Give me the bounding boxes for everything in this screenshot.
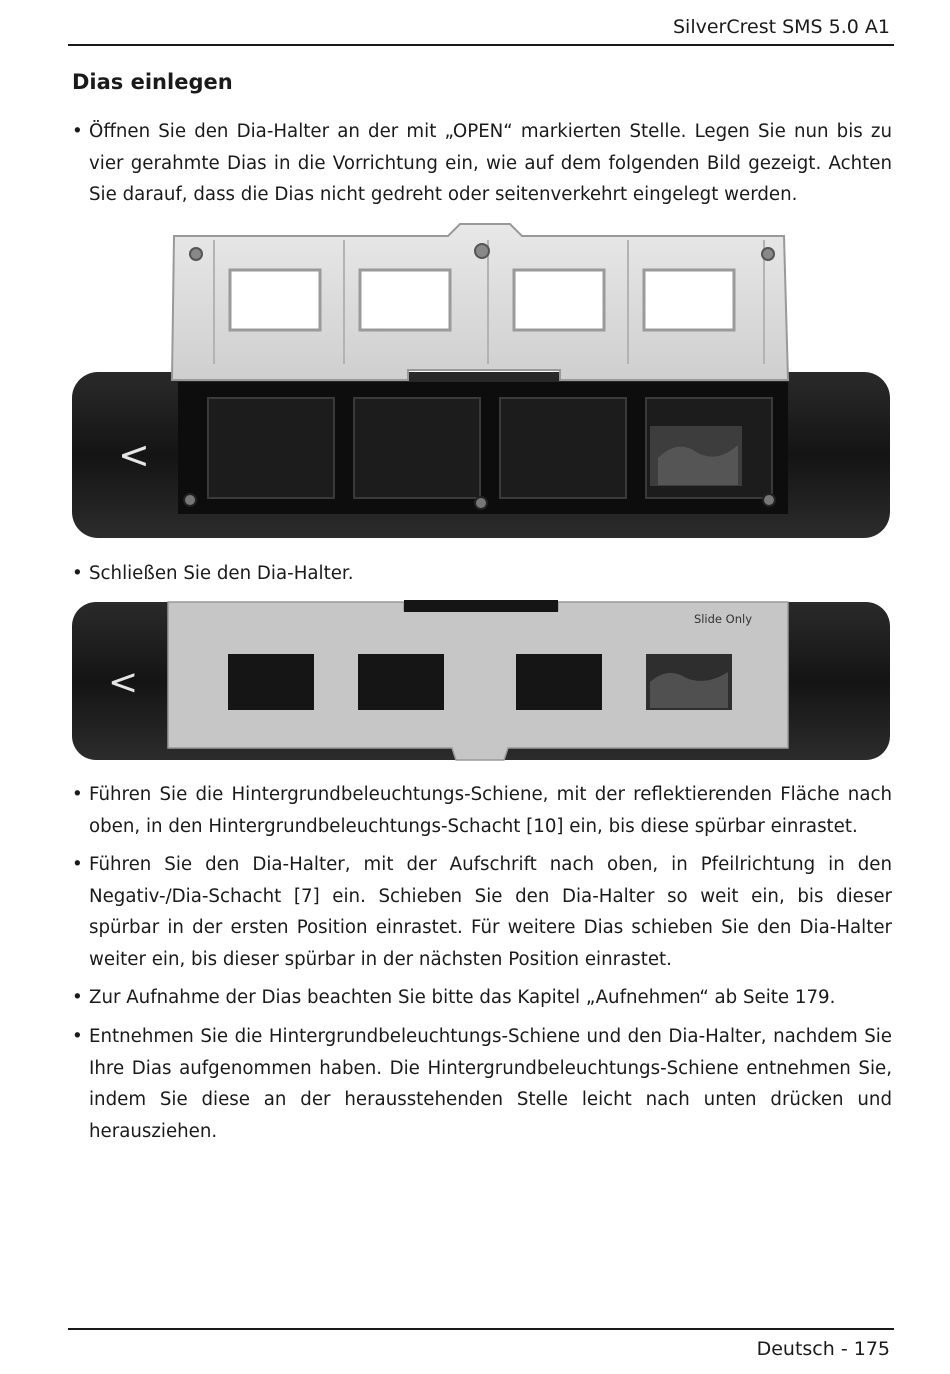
list-item-text: Öffnen Sie den Dia-Halter an der mit „OPEN“ markierten Stelle. Legen Sie nun bis zu vier gerahmte Dias in die Vorrichtung ein, wie auf dem folgenden Bild gezeigt. Achten Sie darauf, dass die Dias nicht gedreht oder seitenverkehrt eingelegt werden.	[89, 121, 892, 205]
slide-window	[516, 654, 602, 710]
footer-separator: -	[840, 1338, 848, 1360]
section-title: Dias einlegen	[72, 70, 233, 94]
list-item-text: Zur Aufnahme der Dias beachten Sie bitte das Kapitel „Aufnehmen“ ab Seite 179.	[89, 987, 836, 1008]
footer-text	[757, 1338, 890, 1360]
footer-language: Deutsch	[756, 1338, 835, 1360]
slide-window	[514, 270, 604, 330]
slide-window	[358, 654, 444, 710]
bullet-dot: •	[72, 1026, 83, 1047]
list-item	[72, 1021, 892, 1147]
bullet-dot: •	[72, 121, 83, 142]
list-item	[72, 558, 892, 590]
screw-icon	[184, 494, 196, 506]
bullet-dot: •	[72, 784, 83, 805]
list-item-text: Schließen Sie den Dia-Halter.	[89, 563, 354, 584]
list-item-text: Führen Sie die Hintergrundbeleuchtungs-Schiene, mit der reflektierenden Fläche nach oben, in den Hintergrundbeleuchtungs-Schacht [10] ein, bis diese spürbar einrastet.	[89, 784, 892, 837]
list-item	[72, 779, 892, 842]
page-number: 175	[853, 1338, 890, 1360]
screw-icon	[475, 244, 489, 258]
list-item	[72, 982, 892, 1014]
slide-only-label: Slide Only	[693, 612, 752, 626]
bullet-dot: •	[72, 987, 83, 1008]
figure-open-slide-holder	[68, 218, 894, 542]
page-footer	[68, 1328, 894, 1370]
screw-icon	[763, 494, 775, 506]
list-item-text: Entnehmen Sie die Hintergrundbeleuchtungs-Schiene und den Dia-Halter, nachdem Sie Ihre Dias aufgenommen haben. Die Hintergrundbeleuchtungs-Schiene entnehmen Sie, indem Sie diese an der herausstehenden Stelle leicht nach unten drücken und herausziehen.	[89, 1026, 892, 1142]
slide-window	[228, 654, 314, 710]
slide-window	[230, 270, 320, 330]
arrow-left-icon: <	[108, 662, 139, 703]
screw-icon	[475, 497, 487, 509]
slide-window	[644, 270, 734, 330]
list-item	[72, 116, 892, 211]
figure-closed-slide-holder	[68, 598, 894, 764]
slide-window	[360, 270, 450, 330]
bullet-dot: •	[72, 563, 83, 584]
screw-icon	[190, 248, 202, 260]
header-title: SilverCrest SMS 5.0 A1	[673, 16, 890, 38]
screw-icon	[762, 248, 774, 260]
bullet-dot: •	[72, 854, 83, 875]
list-item-text: Führen Sie den Dia-Halter, mit der Aufschrift nach oben, in Pfeilrichtung in den Negativ-/Dia-Schacht [7] ein. Schieben Sie den Dia-Halter so weit ein, bis dieser spürbar in der ersten Position einrastet. Für weitere Dias schieben Sie den Dia-Halter weiter ein, bis dieser spürbar in der nächsten Position einrastet.	[89, 854, 892, 970]
page-header	[68, 10, 894, 46]
list-item	[72, 849, 892, 975]
arrow-left-icon: <	[118, 433, 150, 477]
